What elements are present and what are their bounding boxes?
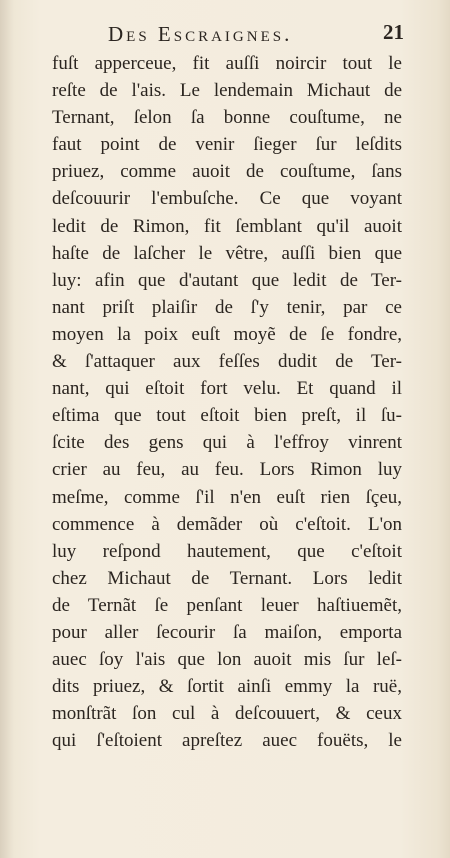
text-line: luy: afin que d'autant que ledit de Ter- (52, 269, 402, 291)
text-line: chez Michaut de Ternant. Lors ledit (52, 567, 402, 589)
text-line: dits priuez, & ſortit ainſi emmy la ruë, (52, 676, 402, 698)
text-line: faut point de venir ſieger ſur leſdits (52, 134, 402, 156)
text-line: fuſt apperceue, fit auſſi noircir tout le (52, 53, 402, 74)
text-line: crier au feu, au feu. Lors Rimon luy (52, 459, 402, 481)
text-line: ſcite des gens qui à l'effroy vinrent (52, 432, 402, 454)
body-text (52, 50, 402, 754)
text-line: Ternant, ſelon ſa bonne couſtume, ne (52, 107, 402, 129)
text-line: qui ſ'eſtoient apreſtez auec fouëts, le (52, 730, 402, 752)
text-line: auec ſoy l'ais que lon auoit mis ſur leſ- (52, 649, 402, 671)
text-line: & ſ'attaquer aux feſſes dudit de Ter- (52, 351, 402, 373)
text-line: reſte de l'ais. Le lendemain Michaut de (52, 80, 402, 102)
text-line: nant, qui eſtoit fort velu. Et quand il (52, 378, 402, 400)
text-line: priuez, comme auoit de couſtume, ſans (52, 161, 402, 183)
text-line: pour aller ſecourir ſa maiſon, emporta (52, 621, 402, 643)
page-number: 21 (383, 20, 404, 44)
text-line: nant priſt plaiſir de ſ'y tenir, par ce (52, 296, 402, 318)
text-line: moyen la poix euſt moyẽ de ſe fondre, (52, 323, 402, 345)
text-line: haſte de laſcher le vêtre, auſſi bien que (52, 242, 402, 264)
page-header (0, 22, 450, 46)
text-line: ledit de Rimon, fit ſemblant qu'il auoit (52, 215, 402, 237)
text-line: eſtima que tout eſtoit bien preſt, il ſu- (52, 405, 402, 427)
text-line: de Ternãt ſe penſant leuer haſtiuemẽt, (52, 594, 402, 616)
running-title: Des Escraignes. (108, 22, 293, 46)
text-line: commence à demãder où c'eſtoit. L'on (52, 513, 402, 535)
text-line: meſme, comme ſ'il n'en euſt rien ſçeu, (52, 486, 402, 508)
text-line: monſtrãt ſon cul à deſcouuert, & ceux (52, 703, 402, 725)
text-line: deſcouurir l'embuſche. Ce que voyant (52, 188, 402, 210)
text-line: luy reſpond hautement, que c'eſtoit (52, 540, 402, 562)
